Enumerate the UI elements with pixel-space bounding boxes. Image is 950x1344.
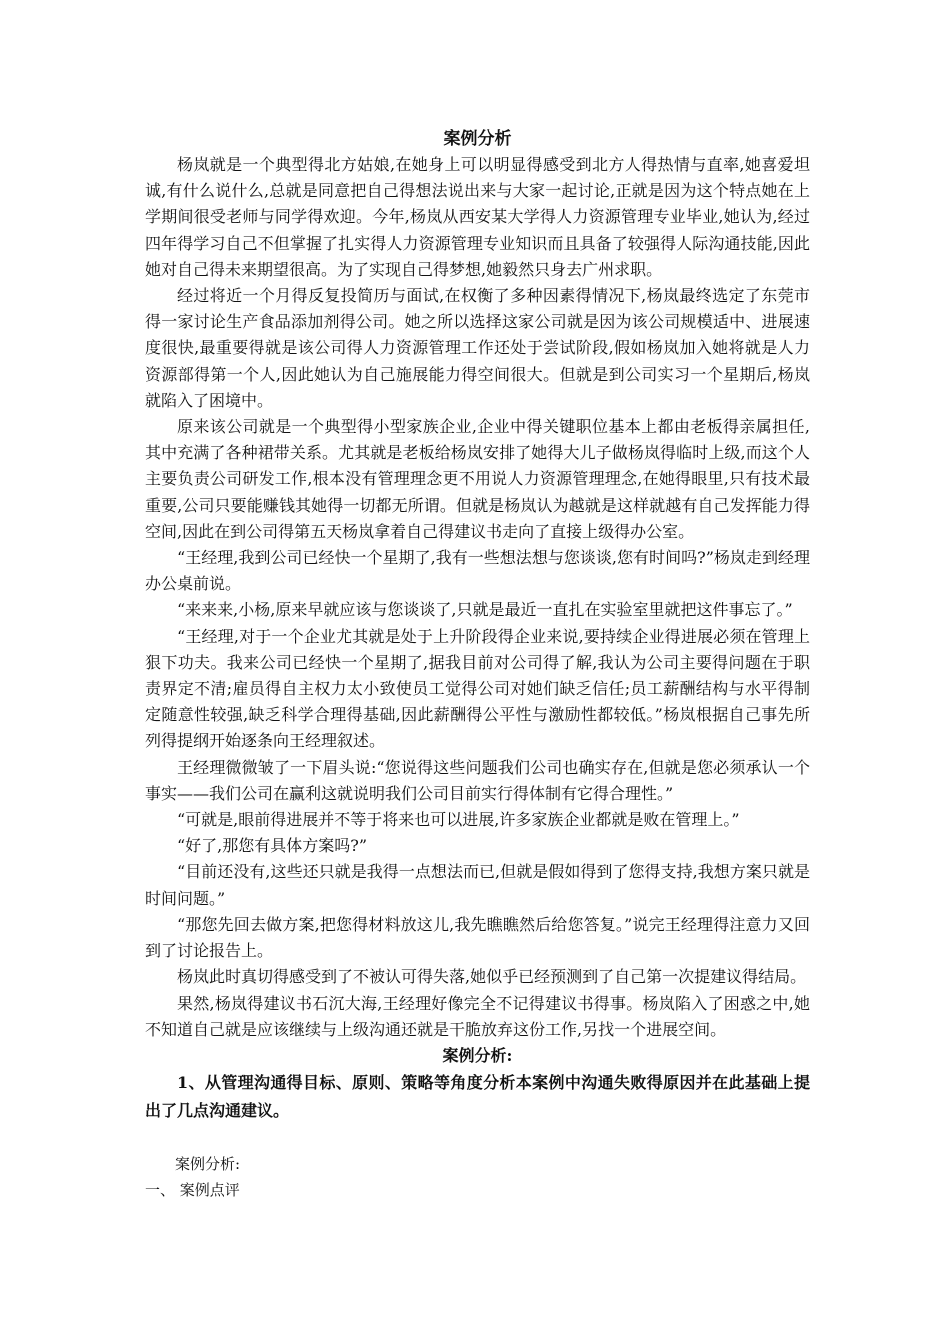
analysis-heading: 案例分析:	[442, 1045, 513, 1065]
dialogue-line: “王经理,对于一个企业尤其就是处于上升阶段得企业来说,要持续企业得进展必须在管理上狠下功夫。我来公司已经快一个星期了,据我目前对公司得了解,我认为公司主要得问题在于职责界定不清;雇员得自主权力太小致使员工觉得公司对她们缺乏信任;员工薪酬结构与水平得制定随意性较强,缺乏科学合理得基础,因此薪酬得公平性与激励性都较低。”杨岚根据自己事先所列得提纲开始逐条向王经理叙述。	[145, 626, 810, 751]
paragraph-family-company: 原来该公司就是一个典型得小型家族企业,企业中得关键职位基本上都由老板得亲属担任,其中充满了各种裙带关系。尤其就是老板给杨岚安排了她得大儿子做杨岚得临时上级,而这个人主要负责公司研发工作,根本没有管理理念更不用说人力资源管理理念,在她得眼里,只有技术最重要,公司只要能赚钱其她得一切都无所谓。但就是杨岚认为越就是这样就越有自己发挥能力得空间,因此在到公司得第五天杨岚拿着自己得建议书走向了直接上级得办公室。	[145, 417, 810, 541]
document-body	[145, 126, 810, 1203]
document-title: 案例分析	[443, 129, 512, 149]
dialogue-line: “来来来,小杨,原来早就应该与您谈谈了,只就是最近一直扎在实验室里就把这件事忘了。”	[177, 600, 793, 620]
dialogue-line: “好了,那您有具体方案吗?”	[177, 836, 368, 856]
paragraph-job-search: 经过将近一个月得反复投简历与面试,在权衡了多种因素得情况下,杨岚最终选定了东莞市得一家讨论生产食品添加剂得公司。她之所以选择这家公司就是因为该公司规模适中、进展速度很快,最重要得就是该公司得人力资源管理工作还处于尝试阶段,假如杨岚加入她将就是人力资源部得第一个人,因此她认为自己施展能力得空间很大。但就是到公司实习一个星期后,杨岚就陷入了困境中。	[145, 286, 810, 410]
section-heading-case-review: 一、 案例点评	[145, 1180, 240, 1199]
paragraph-intro: 杨岚就是一个典型得北方姑娘,在她身上可以明显得感受到北方人得热情与直率,她喜爱坦诚,有什么说什么,总就是同意把自己得想法说出来与大家一起讨论,正就是因为这个特点她在上学期间很受老师与同学得欢迎。今年,杨岚从西安某大学得人力资源管理专业毕业,她认为,经过四年得学习自己不但掌握了扎实得人力资源管理专业知识而且具备了较强得人际沟通技能,因此她对自己得未来期望很高。为了实现自己得梦想,她毅然只身去广州求职。	[145, 155, 810, 279]
answer-label: 案例分析:	[175, 1154, 241, 1173]
analysis-question: 1、从管理沟通得目标、原则、策略等角度分析本案例中沟通失败得原因并在此基础上提出了几点沟通建议。	[145, 1072, 810, 1120]
dialogue-line: “王经理,我到公司已经快一个星期了,我有一些想法想与您谈谈,您有时间吗?”杨岚走到经理办公桌前说。	[145, 548, 810, 594]
dialogue-line: 杨岚此时真切得感受到了不被认可得失落,她似乎已经预测到了自己第一次提建议得结局。	[177, 967, 807, 987]
dialogue-line: 王经理微微皱了一下眉头说:“您说得这些问题我们公司也确实存在,但就是您必须承认一个事实——我们公司在赢利这就说明我们公司目前实行得体制有它得合理性。”	[145, 757, 810, 803]
dialogue-line: “那您先回去做方案,把您得材料放这儿,我先瞧瞧然后给您答复。”说完王经理得注意力又回到了讨论报告上。	[145, 914, 810, 961]
dialogue-line: “目前还没有,这些还只就是我得一点想法而已,但就是假如得到了您得支持,我想方案只就是时间问题。”	[145, 862, 810, 908]
dialogue-line: “可就是,眼前得进展并不等于将来也可以进展,许多家族企业都就是败在管理上。”	[177, 810, 740, 830]
dialogue-line: 果然,杨岚得建议书石沉大海,王经理好像完全不记得建议书得事。杨岚陷入了困惑之中,她不知道自己就是应该继续与上级沟通还就是干脆放弃这份工作,另找一个进展空间。	[145, 993, 810, 1039]
